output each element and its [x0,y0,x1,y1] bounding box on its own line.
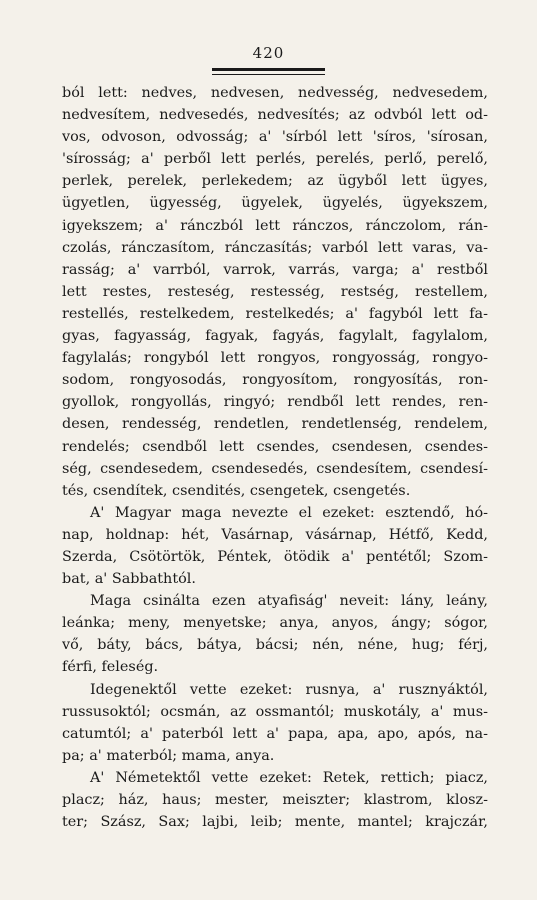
text-line: A' Magyar maga nevezte el ezeket: esztendő, hó- [90,504,488,521]
text-line: czolás, ránczasítom, ránczasítás; varból lett varas, va- [62,239,488,256]
text-line: ból lett: nedves, nedvesen, nedvesség, nedvesedem, [62,85,488,101]
text-line: gyollok, rongyollás, ringyó; rendből lett rendes, ren- [62,394,488,411]
text-line: russusoktól; ocsmán, az ossmantól; muskotály, a' mus- [62,703,488,720]
text-line: gyas, fagyasság, fagyak, fagyás, fagylalt, fagylalom, [62,328,488,345]
text-line: ter; Szász, Sax; lajbi, leib; mente, mantel; krajczár, [62,814,488,831]
text-line: nap, holdnap: hét, Vasárnap, vásárnap, Hétfő, Kedd, [62,526,488,543]
text-line: placz; ház, haus; mester, meiszter; klastrom, klosz- [62,792,488,808]
text-line: bat, a' Sabbathtól. [62,571,196,588]
text-line: vos, odvoson, odvosság; a' 'sírból lett 'síros, 'sírosan, [62,129,488,146]
text-line: ség, csendesedem, csendesedés, csendesítem, csendesí- [62,460,488,477]
text-line: ügyetlen, ügyesség, ügyelek, ügyelés, ügyekszem, [62,195,488,212]
text-line: 'sírosság; a' perből lett perlés, perelés, perlő, perelő, [62,151,488,168]
paragraph [62,502,488,590]
text-line: leánka; meny, menyetske; anya, anyos, ángy; sógor, [62,615,488,632]
text-line: perlek, perelek, perlekedem; az ügyből lett ügyes, [62,173,488,190]
text-line: sodom, rongyosodás, rongyosítom, rongyosítás, ron- [62,372,488,389]
text-line: férfi, feleség. [62,659,159,676]
paragraph [62,767,488,833]
text-line: fagylalás; rongyból lett rongyos, rongyosság, rongyo- [62,350,488,367]
paragraph [62,82,488,502]
text-line: Szerda, Csötörtök, Péntek, ötödik a' pentétől; Szom- [62,548,488,565]
header-rule-thick [212,68,325,71]
text-line: A' Németektől vette ezeket: Retek, rettich; piacz, [90,769,488,786]
text-line: vő, báty, bács, bátya, bácsi; nén, néne, hug; férj, [62,637,488,654]
text-line: rendelés; csendből lett csendes, csendesen, csendes- [62,438,488,455]
text-line: igyekszem; a' ránczból lett ránczos, ránczolom, rán- [62,217,488,234]
text-line: desen, rendesség, rendetlen, rendetlenség, rendelem, [62,416,488,433]
text-line: pa; a' materból; mama, anya. [62,747,275,764]
header-rule-thin [212,74,325,75]
text-line: lett restes, resteség, restesség, restség, restellem, [62,283,488,300]
text-line: Idegenektől vette ezeket: rusnya, a' rusznyáktól, [90,681,488,698]
body-text [62,82,488,833]
text-line: restellés, restelkedem, restelkedés; a' fagyból lett fa- [62,305,488,322]
text-line: nedvesítem, nedvesedés, nedvesítés; az odvból lett od- [62,107,488,124]
paragraph [62,590,488,678]
text-line: Maga csinálta ezen atyafiság' neveit: lány, leány, [90,593,488,610]
text-line: tés, csendítek, csendités, csengetek, csengetés. [62,482,411,499]
page-number: 420 [252,44,285,62]
text-line: catumtól; a' paterból lett a' papa, apa, apo, após, na- [62,725,488,742]
paragraph [62,679,488,767]
text-line: rasság; a' varrból, varrok, varrás, varga; a' restből [62,261,488,278]
